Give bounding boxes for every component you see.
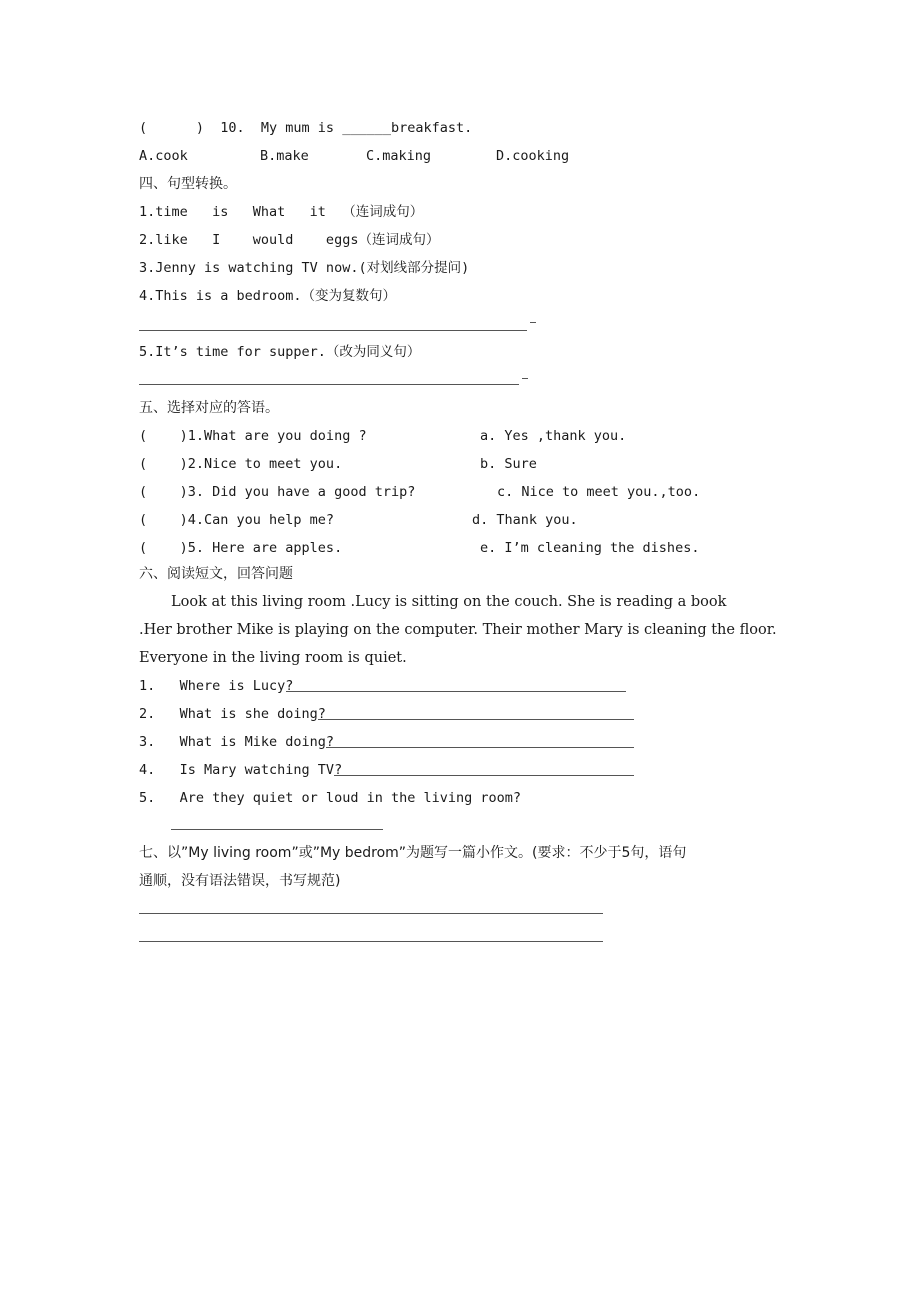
writing-line[interactable] bbox=[139, 913, 603, 914]
section5-question-4: ( )4.Can you help me? bbox=[139, 512, 335, 528]
section5-question-5: ( )5. Here are apples. bbox=[139, 540, 343, 556]
section5-answer-c: c. Nice to meet you.,too. bbox=[497, 484, 701, 500]
writing-line[interactable] bbox=[139, 941, 603, 942]
reading-question-3: 3. What is Mike doing? bbox=[139, 734, 335, 750]
answer-line[interactable] bbox=[139, 330, 527, 331]
section5-title: 五、选择对应的答语。 bbox=[139, 400, 279, 416]
section7-prompt-line-2: 通顺，没有语法错误，书写规范) bbox=[139, 873, 341, 889]
section4-item-4: 4.This is a bedroom.（变为复数句） bbox=[139, 288, 397, 304]
q10-option-b: B.make bbox=[260, 148, 309, 164]
line-mark bbox=[522, 378, 528, 379]
line-mark bbox=[530, 322, 536, 323]
section5-question-3: ( )3. Did you have a good trip? bbox=[139, 484, 416, 500]
reading-question-1: 1. Where is Lucy? bbox=[139, 678, 294, 694]
reading-question-4: 4. Is Mary watching TV? bbox=[139, 762, 343, 778]
reading-question-5: 5. Are they quiet or loud in the living room? bbox=[139, 790, 522, 806]
section4-item-5: 5.It’s time for supper.（改为同义句） bbox=[139, 344, 421, 360]
section7-prompt-line-1: 七、以”My living room”或”My bedrom”为题写一篇小作文。(要求：不少于5句，语句 bbox=[139, 845, 687, 861]
section5-question-2: ( )2.Nice to meet you. bbox=[139, 456, 343, 472]
answer-line[interactable] bbox=[171, 829, 383, 830]
answer-line[interactable] bbox=[286, 691, 626, 692]
section4-item-1: 1.time is What it （连词成句） bbox=[139, 204, 424, 220]
answer-line[interactable] bbox=[326, 747, 634, 748]
section4-item-2: 2.like I would eggs（连词成句） bbox=[139, 232, 440, 248]
q10-option-d: D.cooking bbox=[496, 148, 570, 164]
passage-line-1: Look at this living room .Lucy is sitting on the couch. She is reading a book bbox=[171, 594, 727, 610]
section5-question-1: ( )1.What are you doing ? bbox=[139, 428, 367, 444]
passage-line-2: .Her brother Mike is playing on the computer. Their mother Mary is cleaning the floor. bbox=[139, 622, 777, 638]
section5-answer-e: e. I’m cleaning the dishes. bbox=[480, 540, 700, 556]
passage-line-3: Everyone in the living room is quiet. bbox=[139, 650, 407, 666]
section5-answer-a: a. Yes ,thank you. bbox=[480, 428, 627, 444]
section5-answer-b: b. Sure bbox=[480, 456, 537, 472]
q10-stem: ( ) 10. My mum is ______breakfast. bbox=[139, 120, 473, 136]
q10-option-a: A.cook bbox=[139, 148, 188, 164]
answer-line[interactable] bbox=[318, 719, 634, 720]
section4-item-3: 3.Jenny is watching TV now.(对划线部分提问) bbox=[139, 260, 470, 276]
section6-title: 六、阅读短文，回答问题 bbox=[139, 566, 293, 582]
section5-answer-d: d. Thank you. bbox=[472, 512, 578, 528]
answer-line[interactable] bbox=[334, 775, 634, 776]
answer-line[interactable] bbox=[139, 384, 519, 385]
reading-question-2: 2. What is she doing? bbox=[139, 706, 326, 722]
q10-option-c: C.making bbox=[366, 148, 432, 164]
section4-title: 四、句型转换。 bbox=[139, 176, 237, 192]
